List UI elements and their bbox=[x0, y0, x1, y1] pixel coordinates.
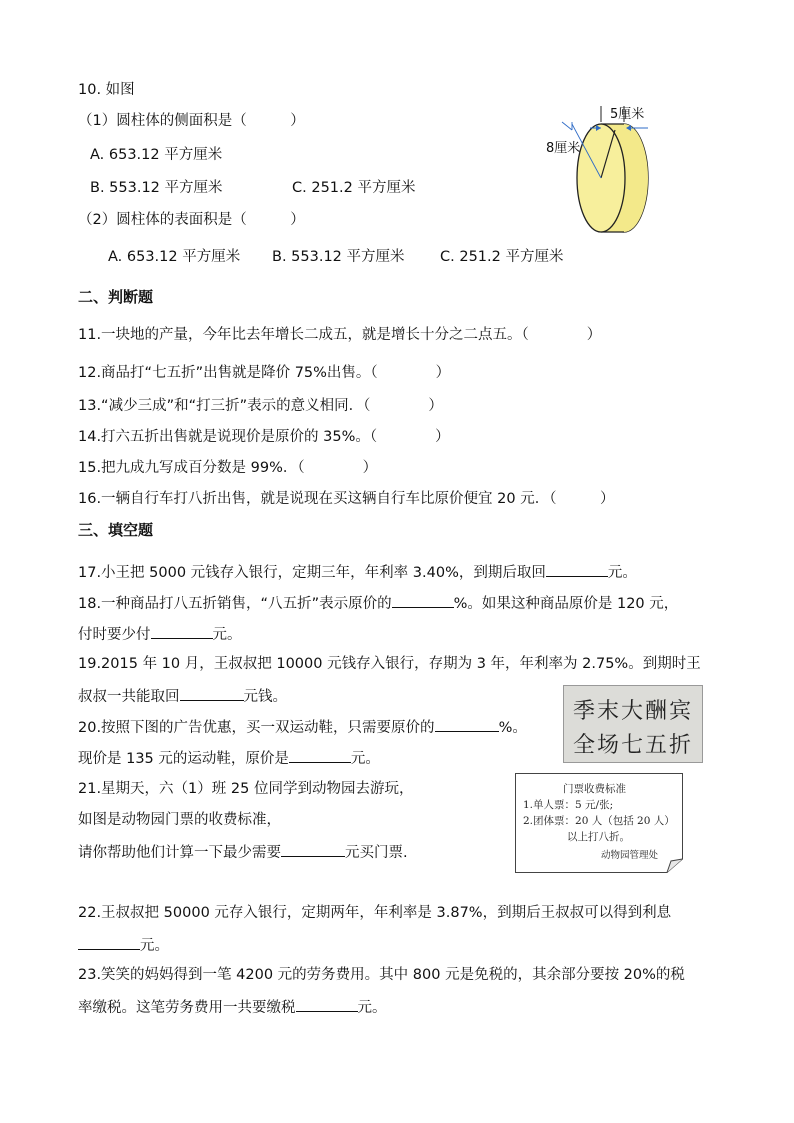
q18-text: 18.一种商品打八五折销售，“八五折”表示原价的 bbox=[78, 596, 392, 612]
ticket-notice-image bbox=[515, 773, 683, 873]
q19-unit: 元钱。 bbox=[243, 689, 287, 705]
sign-line-2: 全场七五折 bbox=[572, 733, 693, 758]
q20-line1 bbox=[78, 716, 527, 738]
q21-unit: 元买门票. bbox=[345, 845, 408, 861]
q22-unit: 元。 bbox=[140, 938, 169, 954]
q10-sub1-option-c: C. 251.2 平方厘米 bbox=[292, 180, 416, 196]
notice-line-2: 2.团体票：20 人（包括 20 人） bbox=[523, 815, 675, 827]
q23-unit: 元。 bbox=[357, 1000, 387, 1016]
q10-sub2-option-b: B. 553.12 平方厘米 bbox=[272, 249, 405, 265]
q19-line1: 19.2015 年 10 月，王叔叔把 10000 元钱存入银行，存期为 3 年，年利率为 2.75%。到期时王 bbox=[78, 656, 701, 672]
q23-text-2: 率缴税。这笔劳务费用一共要缴税 bbox=[78, 1000, 296, 1016]
q19-line2 bbox=[78, 685, 287, 707]
answer-blank[interactable] bbox=[392, 592, 454, 608]
q22-line1: 22.王叔叔把 50000 元存入银行，定期两年，年利率是 3.87%，到期后王叔叔可以得到利息 bbox=[78, 905, 672, 921]
answer-blank[interactable] bbox=[180, 685, 244, 701]
q17-unit: 元。 bbox=[607, 565, 637, 581]
cylinder-figure bbox=[530, 100, 660, 240]
q10-sub1-option-a: A. 653.12 平方厘米 bbox=[90, 147, 223, 163]
radius-label: 8厘米 bbox=[546, 141, 581, 156]
q23-line2 bbox=[78, 996, 387, 1018]
q18-text-cont: %。如果这种商品原价是 120 元， bbox=[453, 596, 679, 612]
notice-line-3: 以上打八折。 bbox=[567, 831, 630, 843]
q21-line3 bbox=[78, 841, 408, 863]
answer-blank[interactable] bbox=[296, 996, 358, 1012]
q20-text-2: 现价是 135 元的运动鞋，原价是 bbox=[78, 751, 289, 767]
q14: 14.打六五折出售就是说现价是原价的 35%。（ ） bbox=[78, 429, 450, 445]
q20-unit: %。 bbox=[498, 720, 527, 736]
height-label: 5厘米 bbox=[610, 107, 645, 122]
q10-sub2-option-a: A. 653.12 平方厘米 bbox=[108, 249, 241, 265]
q20-text: 20.按照下图的广告优惠，买一双运动鞋，只需要原价的 bbox=[78, 720, 435, 736]
answer-blank[interactable] bbox=[78, 934, 140, 950]
q16: 16.一辆自行车打八折出售，就是说现在买这辆自行车比原价便宜 20 元．（ ） bbox=[78, 491, 615, 507]
section3-title: 三、填空题 bbox=[78, 521, 154, 539]
answer-blank[interactable] bbox=[546, 561, 608, 577]
q10-sub2-option-c: C. 251.2 平方厘米 bbox=[440, 249, 564, 265]
q17 bbox=[78, 561, 637, 583]
q18-text-2: 付时要少付 bbox=[78, 627, 151, 643]
answer-blank[interactable] bbox=[281, 841, 345, 857]
q21-line2: 如图是动物园门票的收费标准， bbox=[78, 812, 281, 828]
q21-line1: 21.星期天，六（1）班 25 位同学到动物园去游玩， bbox=[78, 781, 414, 797]
q10-sub1-option-b: B. 553.12 平方厘米 bbox=[90, 180, 223, 196]
q22-line2 bbox=[78, 934, 169, 956]
answer-blank[interactable] bbox=[151, 623, 213, 639]
notice-signature: 动物园管理处 bbox=[601, 850, 659, 861]
q20-unit-2: 元。 bbox=[350, 751, 380, 767]
q18-unit: 元。 bbox=[212, 627, 242, 643]
q18-line2 bbox=[78, 623, 242, 645]
q19-text-2: 叔叔一共能取回 bbox=[78, 689, 180, 705]
q23-line1: 23.笑笑的妈妈得到一笔 4200 元的劳务费用。其中 800 元是免税的，其余部分要按 20%的税 bbox=[78, 967, 685, 983]
sign-line-1: 季末大酬宾 bbox=[572, 699, 693, 724]
q21-text: 请你帮助他们计算一下最少需要 bbox=[78, 845, 281, 861]
q20-line2 bbox=[78, 747, 380, 769]
answer-blank[interactable] bbox=[289, 747, 351, 763]
q18-line1 bbox=[78, 592, 678, 614]
q10-sub2: （2）圆柱体的表面积是（ ） bbox=[78, 212, 305, 228]
notice-title: 门票收费标准 bbox=[563, 783, 626, 795]
q10-title: 10. 如图 bbox=[78, 82, 135, 98]
q10-sub1: （1）圆柱体的侧面积是（ ） bbox=[78, 113, 305, 129]
sale-sign-image bbox=[563, 685, 703, 763]
q13: 13.“减少三成”和“打三折”表示的意义相同．（ ） bbox=[78, 398, 443, 414]
q12: 12.商品打“七五折”出售就是降价 75%出售。（ ） bbox=[78, 365, 451, 381]
section2-title: 二、判断题 bbox=[78, 288, 154, 306]
answer-blank[interactable] bbox=[435, 716, 499, 732]
q11: 11.一块地的产量，今年比去年增长二成五，就是增长十分之二点五。（ ） bbox=[78, 327, 602, 343]
q15: 15.把九成九写成百分数是 99%．（ ） bbox=[78, 460, 378, 476]
q17-text: 17.小王把 5000 元钱存入银行，定期三年，年利率 3.40%，到期后取回 bbox=[78, 565, 546, 581]
notice-line-1: 1.单人票：5 元/张; bbox=[523, 799, 614, 811]
